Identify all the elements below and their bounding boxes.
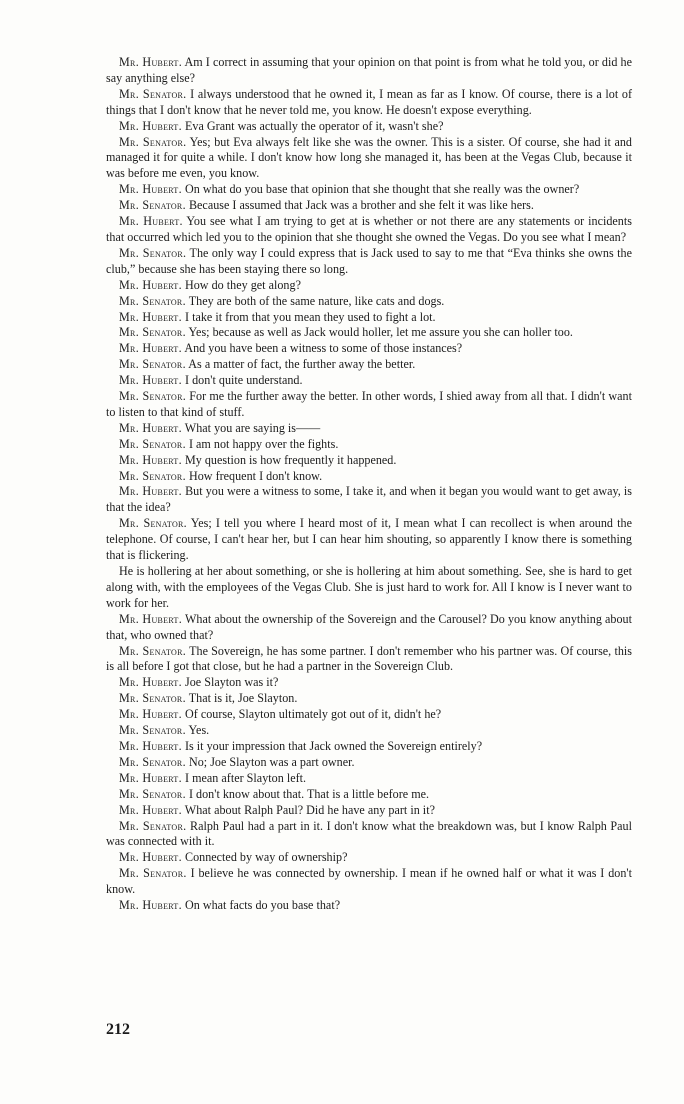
speech-text: Am I correct in assuming that your opinion on that point is from what he told you, or did he say anything else? [106,55,632,85]
speaker-label: Mr. Hubert. [119,341,182,356]
speaker-label: Mr. Senator. [119,436,186,451]
speaker-label: Mr. Hubert. [119,707,182,722]
speech-text: Is it your impression that Jack owned the Sovereign entirely? [184,738,483,753]
transcript-paragraph [106,437,632,453]
transcript-paragraph [106,723,632,739]
speaker-label: Mr. Senator. [119,754,186,769]
speech-text: I always understood that he owned it, I mean as far as I know. Of course, there is a lot of things that I don't know that he never told me, you know. He doesn't expose everything. [106,86,632,117]
transcript-paragraph [106,325,632,341]
speaker-label: Mr. Hubert. [119,898,182,913]
speech-text: I don't quite understand. [184,373,303,388]
speaker-label: Mr. Hubert. [119,770,182,785]
speech-text: Ralph Paul had a part in it. I don't know what the breakdown was, but I know Ralph Paul was connected with it. [106,818,632,849]
transcript-paragraph [106,707,632,723]
speech-text: Eva Grant was actually the operator of it, wasn't she? [184,118,444,133]
speaker-label: Mr. Hubert. [119,675,182,690]
transcript-paragraph [106,55,632,87]
transcript-paragraph [106,278,632,294]
transcript-paragraph [106,564,632,612]
speech-text: Joe Slayton was it? [184,675,279,690]
speech-text: On what facts do you base that? [184,898,341,913]
transcript-paragraph [106,294,632,310]
transcript-paragraph [106,803,632,819]
speaker-label: Mr. Hubert. [119,802,182,817]
transcript-paragraph [106,850,632,866]
speech-text: What you are saying is—— [184,420,321,435]
speech-text: I don't know about that. That is a little before me. [188,786,430,801]
speaker-label: Mr. Senator. [119,468,186,483]
speech-text: They are both of the same nature, like cats and dogs. [188,293,445,308]
speaker-label: Mr. Senator. [119,134,187,149]
transcript-paragraph [106,484,632,516]
speech-text: But you were a witness to some, I take it, and when it began you would want to get away, is that the idea? [106,484,633,515]
speech-text: What about Ralph Paul? Did he have any part in it? [184,802,435,817]
speaker-label: Mr. Hubert. [119,373,182,388]
transcript-paragraph [106,612,632,644]
speaker-label: Mr. Senator. [119,866,187,881]
speech-text: I mean after Slayton left. [184,770,307,785]
transcript-paragraph [106,755,632,771]
speaker-label: Mr. Hubert. [119,420,182,435]
speech-text: Of course, Slayton ultimately got out of it, didn't he? [184,707,442,722]
transcript-paragraph [106,246,632,278]
transcript-paragraph [106,691,632,707]
transcript-paragraph [106,135,632,183]
transcript-paragraph [106,310,632,326]
speech-text: On what do you base that opinion that she thought that she really was the owner? [184,182,580,197]
speech-text: Yes. [188,723,210,738]
transcript-paragraph [106,198,632,214]
speaker-label: Mr. Hubert. [119,182,182,197]
transcript-paragraph [106,819,632,851]
speaker-label: Mr. Senator. [119,691,186,706]
speech-text: You see what I am trying to get at is whether or not there are any statements or incidents that occurred which led you to the opinion that she thought she owned the Vegas. Do you see what I mean? [106,214,632,244]
speaker-label: Mr. Hubert. [119,55,183,69]
transcript-paragraph [106,898,632,914]
page-number: 212 [106,1021,130,1038]
speech-text: I am not happy over the fights. [188,436,339,451]
speech-text: That is it, Joe Slayton. [188,691,298,706]
speaker-label: Mr. Senator. [119,786,186,801]
speech-text: And you have been a witness to some of those instances? [184,341,463,356]
transcript-paragraph [106,182,632,198]
speaker-label: Mr. Hubert. [119,452,182,467]
speaker-label: Mr. Senator. [119,86,187,101]
transcript-paragraph [106,421,632,437]
speech-text: No; Joe Slayton was a part owner. [188,754,355,769]
transcript-paragraph [106,469,632,485]
speech-text: I take it from that you mean they used to fight a lot. [184,309,436,324]
speech-text: He is hollering at her about something, or she is hollering at him about something. See, she is hard to get along with, with the employees of the Vegas Club. She is just hard to work for. All I know is I never want to work for her. [106,564,632,610]
transcript-paragraph [106,357,632,373]
speech-text: The Sovereign, he has some partner. I don't remember who his partner was. Of course, this is all before I got that close, but he had a partner in the Sovereign Club. [106,643,633,674]
transcript-paragraph [106,739,632,755]
speech-text: My question is how frequently it happened. [184,452,397,467]
speech-text: Yes; I tell you where I heard most of it, I mean what I can recollect is when around the telephone. Of course, I can't hear her, but I can hear him shouting, so apparently I know there is something that is flickering. [106,516,632,563]
speaker-label: Mr. Senator. [119,198,186,213]
transcript-paragraph [106,214,632,246]
transcript-paragraph [106,389,632,421]
speaker-label: Mr. Hubert. [119,309,182,324]
speech-text: Connected by way of ownership? [184,850,348,865]
speaker-label: Mr. Senator. [119,818,187,833]
speech-text: Yes; because as well as Jack would holler, let me assure you she can holler too. [188,325,573,340]
transcript-body [106,55,632,914]
speaker-label: Mr. Hubert. [119,738,182,753]
speaker-label: Mr. Hubert. [119,214,183,229]
speaker-label: Mr. Hubert. [119,611,183,626]
transcript-paragraph [106,87,632,119]
speaker-label: Mr. Senator. [119,325,186,340]
speech-text: How frequent I don't know. [188,468,323,483]
speaker-label: Mr. Senator. [119,245,187,260]
speech-text: As a matter of fact, the further away the better. [188,357,416,372]
speaker-label: Mr. Senator. [119,516,187,531]
transcript-paragraph [106,787,632,803]
speech-text: I believe he was connected by ownership. I mean if he owned half or what it was I don't know. [106,866,632,897]
transcript-paragraph [106,675,632,691]
speaker-label: Mr. Senator. [119,643,187,658]
transcript-paragraph [106,373,632,389]
speech-text: For me the further away the better. In other words, I shied away from all that. I didn't want to listen to that kind of stuff. [106,389,632,419]
transcript-paragraph [106,119,632,135]
speech-text: What about the ownership of the Sovereign and the Carousel? Do you know anything about that, who owned that? [106,611,632,642]
speech-text: How do they get along? [184,277,301,292]
transcript-paragraph [106,644,632,676]
transcript-paragraph [106,866,632,898]
transcript-paragraph [106,516,632,564]
transcript-paragraph [106,341,632,357]
transcript-paragraph [106,453,632,469]
speaker-label: Mr. Senator. [119,357,186,372]
speech-text: Yes; but Eva always felt like she was the owner. This is a sister. Of course, she had it and managed it for quite a while. I don't know how long she managed it, has been at the Vegas Club, because it was before me even, you know. [106,134,632,181]
transcript-paragraph [106,771,632,787]
speaker-label: Mr. Hubert. [119,118,182,133]
speaker-label: Mr. Hubert. [119,850,182,865]
speaker-label: Mr. Senator. [119,723,186,738]
speaker-label: Mr. Hubert. [119,484,182,499]
speaker-label: Mr. Senator. [119,389,187,404]
speaker-label: Mr. Senator. [119,293,186,308]
speaker-label: Mr. Hubert. [119,277,182,292]
speech-text: The only way I could express that is Jack used to say to me that “Eva thinks she owns the club,” because she has been staying there so long. [106,245,632,276]
speech-text: Because I assumed that Jack was a brother and she felt it was like hers. [188,198,534,213]
